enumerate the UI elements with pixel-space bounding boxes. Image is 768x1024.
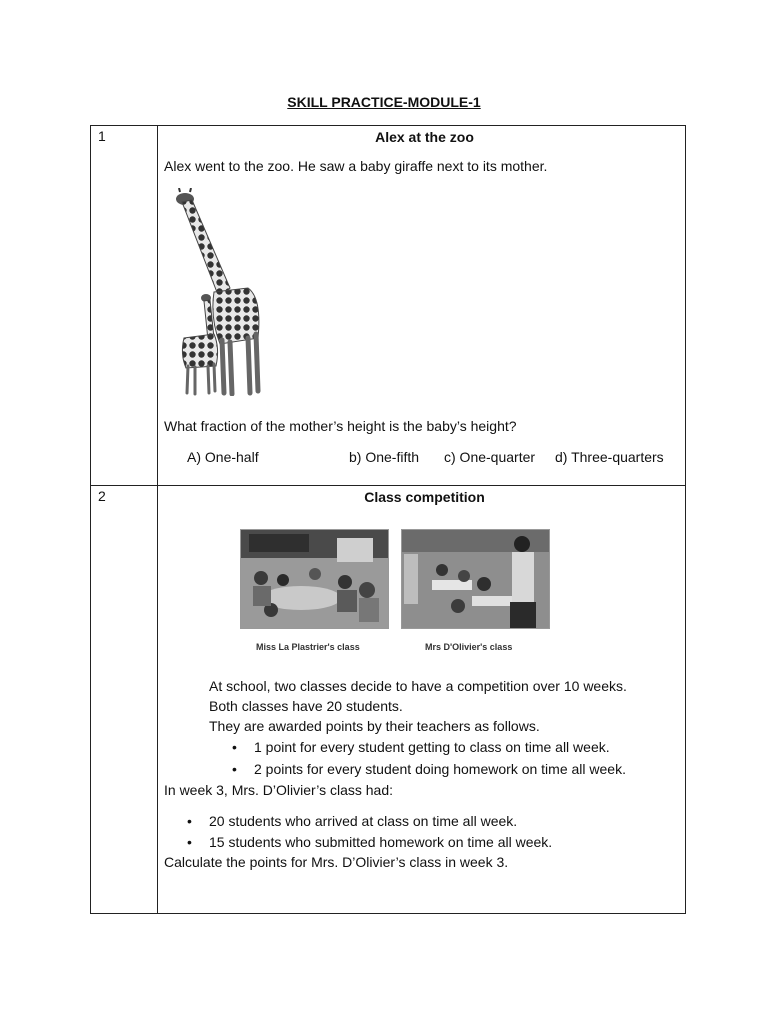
week-intro: In week 3, Mrs. D’Olivier’s class had: xyxy=(164,782,393,798)
rule-item: • 2 points for every student doing homework on time all week. xyxy=(254,761,626,777)
question-number: 1 xyxy=(98,128,106,144)
question-number-cell xyxy=(91,486,158,914)
problem-line: Both classes have 20 students. xyxy=(209,698,403,714)
question-row-2 xyxy=(91,486,686,914)
page-title: SKILL PRACTICE-MODULE-1 xyxy=(287,94,481,110)
question-intro: Alex went to the zoo. He saw a baby giraffe next to its mother. xyxy=(164,158,548,174)
question-heading: Alex at the zoo xyxy=(375,129,474,145)
giraffe-image xyxy=(170,188,270,396)
rule-item: • 1 point for every student getting to class on time all week. xyxy=(254,739,610,755)
question-row-1 xyxy=(91,126,686,486)
problem-line: At school, two classes decide to have a competition over 10 weeks. xyxy=(209,678,627,694)
task-text: Calculate the points for Mrs. D’Olivier’s class in week 3. xyxy=(164,854,509,870)
classroom-photo xyxy=(401,529,550,629)
week-item: • 15 students who submitted homework on time all week. xyxy=(209,834,552,850)
question-text: What fraction of the mother’s height is the baby’s height? xyxy=(164,418,517,434)
answer-option: A) One-half xyxy=(187,449,259,465)
classroom-photo xyxy=(240,529,389,629)
week-item: • 20 students who arrived at class on time all week. xyxy=(209,813,517,829)
answer-option: b) One-fifth xyxy=(349,449,420,465)
problem-line: They are awarded points by their teachers as follows. xyxy=(209,718,540,734)
question-content-cell xyxy=(158,486,686,914)
question-table xyxy=(90,125,686,914)
photo-caption: Mrs D'Olivier's class xyxy=(425,642,513,652)
answer-option: d) Three-quarters xyxy=(555,449,664,465)
photo-caption: Miss La Plastrier's class xyxy=(256,642,360,652)
question-heading: Class competition xyxy=(364,489,485,505)
question-content-cell xyxy=(158,126,686,486)
question-number-cell xyxy=(91,126,158,486)
answer-option: c) One-quarter xyxy=(444,449,536,465)
question-number: 2 xyxy=(98,488,106,504)
